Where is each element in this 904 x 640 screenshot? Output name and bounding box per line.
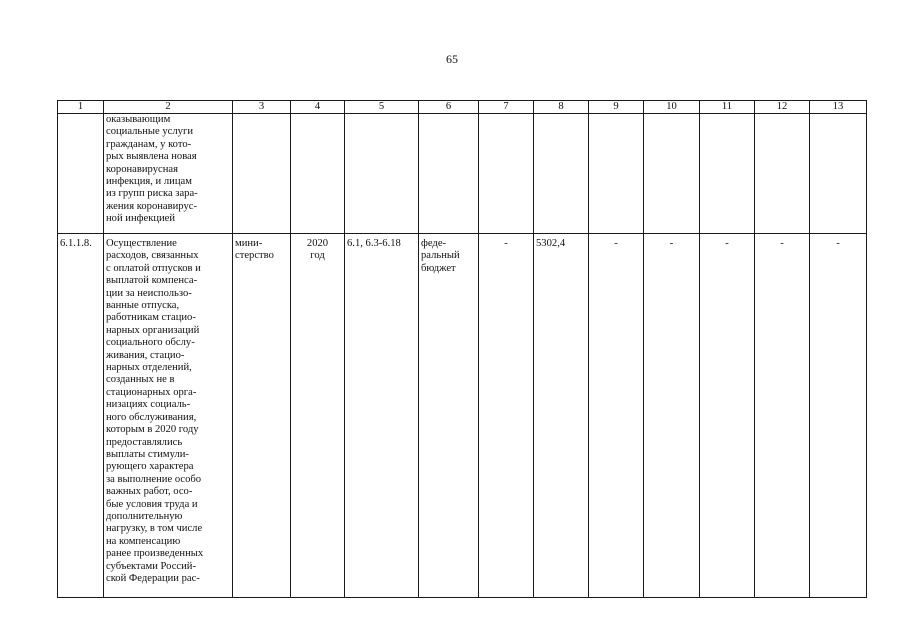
row-year [291, 114, 345, 234]
column-header: 10 [644, 101, 700, 114]
row-cell-7 [479, 114, 534, 234]
row-cell-8 [534, 114, 589, 234]
row-cell-12: - [755, 234, 810, 598]
column-header: 5 [345, 101, 419, 114]
row-source [419, 114, 479, 234]
row-cell-10: - [644, 234, 700, 598]
column-header: 4 [291, 101, 345, 114]
row-cell-10 [644, 114, 700, 234]
column-header: 13 [810, 101, 867, 114]
row-number: 6.1.1.8. [58, 234, 104, 598]
table-header-row [58, 101, 867, 114]
row-cell-7: - [479, 234, 534, 598]
column-header: 2 [104, 101, 233, 114]
row-cell-12 [755, 114, 810, 234]
row-number [58, 114, 104, 234]
page-number: 65 [446, 52, 458, 66]
row-points: 6.1, 6.3-6.18 [345, 234, 419, 598]
row-points [345, 114, 419, 234]
row-cell-13 [810, 114, 867, 234]
row-description: Осуществление расходов, связанных с оплатой отпусков и выплатой компенса- ции за неиспользо- ванные отпуска, работникам стацио- нарных организаций социального обслу- живания, стацио- нарных отделений, созданных не в стационарных орга- низациях социаль- ного обслуживания, которым в 2020 году предоставлялись выплаты стимули- рующего характера за выполнение особо важных работ, осо- бые условия труда и дополнительную нагрузку, в том числе на компенсацию ранее произведенных субъектами Россий- ской Федерации рас- [104, 234, 233, 598]
table-row [58, 234, 867, 598]
row-year: 2020 год [291, 234, 345, 598]
table-row [58, 114, 867, 234]
column-header: 12 [755, 101, 810, 114]
row-executor [233, 114, 291, 234]
column-header: 3 [233, 101, 291, 114]
row-cell-9 [589, 114, 644, 234]
column-header: 7 [479, 101, 534, 114]
column-header: 9 [589, 101, 644, 114]
row-cell-11 [700, 114, 755, 234]
column-header: 1 [58, 101, 104, 114]
row-cell-13: - [810, 234, 867, 598]
row-source: феде- ральный бюджет [419, 234, 479, 598]
column-header: 11 [700, 101, 755, 114]
row-executor: мини- стерство [233, 234, 291, 598]
row-cell-8: 5302,4 [534, 234, 589, 598]
row-cell-11: - [700, 234, 755, 598]
column-header: 8 [534, 101, 589, 114]
row-cell-9: - [589, 234, 644, 598]
row-description: оказывающим социальные услуги гражданам, у кото- рых выявлена новая коронавирусная инфекция, и лицам из групп риска зара- жения коронавирус- ной инфекцией [104, 114, 233, 234]
data-table [57, 100, 867, 598]
column-header: 6 [419, 101, 479, 114]
